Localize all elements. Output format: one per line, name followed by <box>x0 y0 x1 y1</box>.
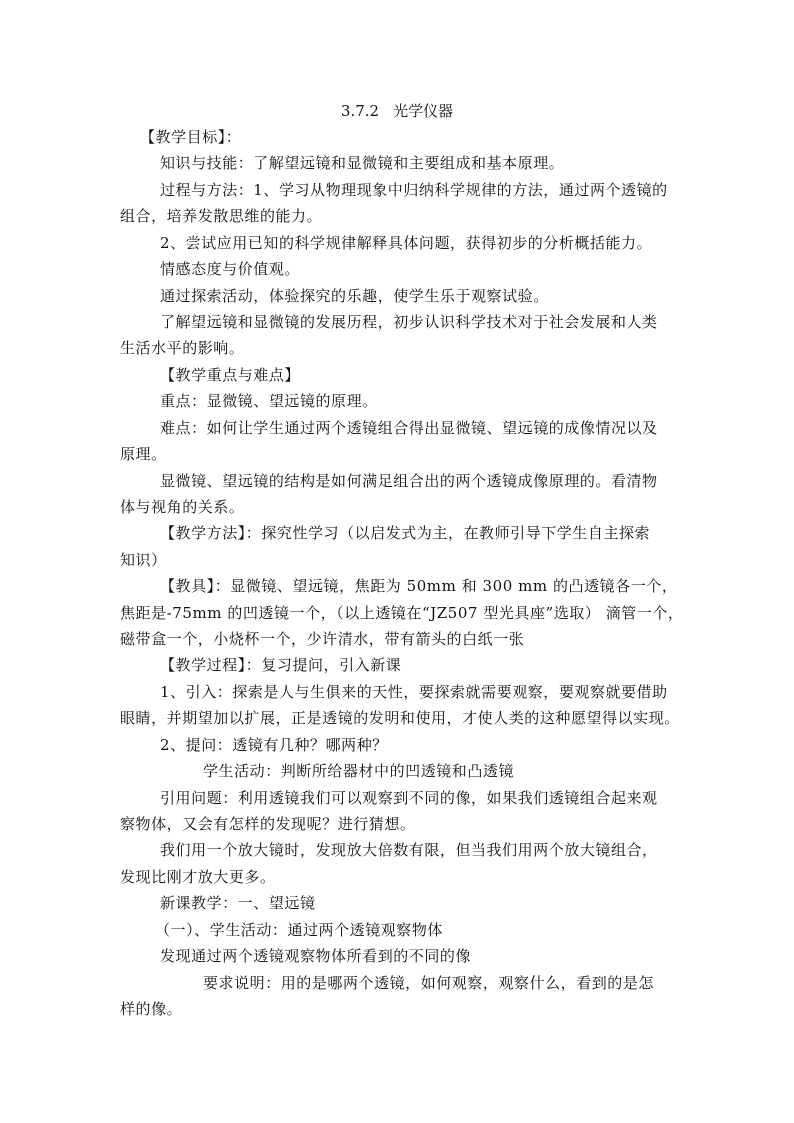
heading-teaching-process: 【教学过程】：复习提问，引入新课 <box>160 656 402 674</box>
section-title <box>0 101 794 121</box>
paragraph-line: 要求说明：用的是哪两个透镜，如何观察，观察什么，看到的是怎 <box>203 974 654 992</box>
paragraph-line: 知识） <box>120 551 167 569</box>
paragraph-line: 2、尝试应用已知的科学规律解释具体问题，获得初步的分析概括能力。 <box>160 234 653 252</box>
paragraph-line: 引用问题：利用透镜我们可以观察到不同的像，如果我们透镜组合起来观 <box>160 789 658 807</box>
paragraph-line: 显微镜、望远镜的结构是如何满足组合出的两个透镜成像原理的。看清物 <box>160 472 658 490</box>
paragraph-line: 磁带盒一个，小烧杯一个，少许清水，带有箭头的白纸一张 <box>120 630 525 648</box>
paragraph-line: 组合，培养发散思维的能力。 <box>120 207 323 225</box>
section-number: 3.7.2 <box>340 102 380 120</box>
heading-new-lesson: 新课教学：一、望远镜 <box>160 894 316 912</box>
paragraph-line: 情感态度与价值观。 <box>160 260 300 278</box>
paragraph-line: 1、引入：探索是人与生俱来的天性，要探索就需要观察，要观察就要借助 <box>160 683 668 701</box>
section-title-text: 光学仪器 <box>393 102 454 120</box>
paragraph-line: 发现比刚才放大更多。 <box>120 868 276 886</box>
paragraph-line: 过程与方法：1、学习从物理现象中归纳科学规律的方法，通过两个透镜的 <box>160 181 668 199</box>
heading-key-points: 【教学重点与难点】 <box>160 366 300 384</box>
paragraph-line: 2、提问：透镜有几种？哪两种？ <box>160 736 388 754</box>
paragraph-line: 难点：如何让学生通过两个透镜组合得出显微镜、望远镜的成像情况以及 <box>160 419 658 437</box>
paragraph-line: （一）、学生活动：通过两个透镜观察物体 <box>155 921 443 939</box>
paragraph-line: 原理。 <box>120 445 167 463</box>
heading-teaching-goals: 【教学目标】： <box>140 128 242 146</box>
heading-teaching-aids: 【教具】：显微镜、望远镜，焦距为 50mm 和 300 mm 的凸透镜各一个， <box>160 577 678 595</box>
heading-teaching-method: 【教学方法】：探究性学习（以启发式为主，在教师引导下学生自主探索 <box>160 524 651 542</box>
paragraph-line: 察物体，又会有怎样的发现呢？进行猜想。 <box>120 815 416 833</box>
paragraph-line: 眼睛，并期望加以扩展，正是透镜的发明和使用，才使人类的这种愿望得以实现。 <box>120 709 680 727</box>
paragraph-line: 知识与技能：了解望远镜和显微镜和主要组成和基本原理。 <box>160 154 565 172</box>
paragraph-line: 通过探索活动，体验探究的乐趣，使学生乐于观察试验。 <box>160 287 549 305</box>
paragraph-line: 样的像。 <box>120 1000 183 1018</box>
paragraph-line: 焦距是-75mm 的凹透镜一个，（以上透镜在“JZ507 型光具座”选取） 滴管一个， <box>120 604 684 622</box>
paragraph-line: 体与视角的关系。 <box>120 498 245 516</box>
paragraph-line: 生活水平的影响。 <box>120 339 245 357</box>
paragraph-line: 重点：显微镜、望远镜的原理。 <box>160 392 378 410</box>
paragraph-line: 发现通过两个透镜观察物体所看到的不同的像 <box>160 947 472 965</box>
paragraph-line: 了解望远镜和显微镜的发展历程，初步认识科学技术对于社会发展和人类 <box>160 313 658 331</box>
paragraph-line: 学生活动：判断所给器材中的凹透镜和凸透镜 <box>203 762 515 780</box>
paragraph-line: 我们用一个放大镜时，发现放大倍数有限，但当我们用两个放大镜组合， <box>160 841 658 859</box>
